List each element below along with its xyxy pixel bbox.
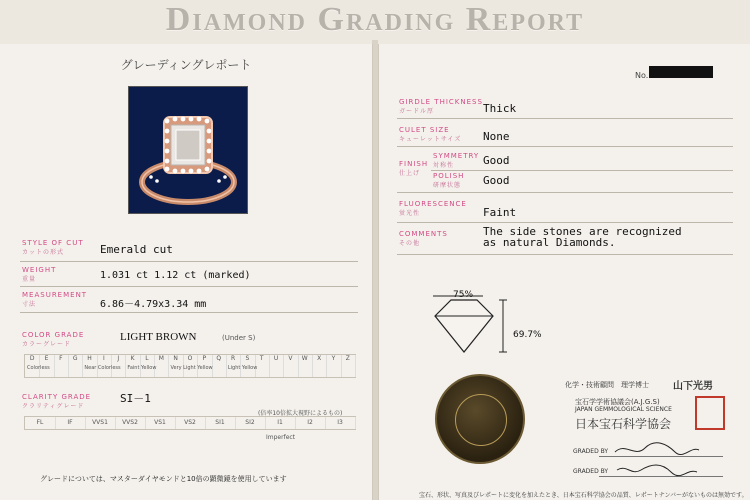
ring-photo [128,86,248,214]
finish-label [399,160,428,178]
lab-name-jp: 日本宝石科学協会 [575,417,672,431]
color-scale-cell: R [226,355,241,377]
divider [20,286,358,287]
weight-value: 1.031 ct 1.12 ct (marked) [100,270,251,281]
measurement-label [22,291,87,308]
color-scale-cell: W [298,355,313,377]
polish-value: Good [483,174,510,187]
comments-label-en: COMMENTS [399,230,448,238]
color-scale-cell: Z [341,355,356,377]
left-footer-note: グレードについては、マスターダイヤモンドと10倍の顕微鏡を使用しています [40,475,287,483]
style-of-cut-label [22,239,84,256]
culet-label-jp: キューレットサイズ [399,136,462,143]
divider [397,192,733,193]
color-grade-label [22,331,84,348]
color-grade-note: (Under S) [222,334,256,342]
style-of-cut-label-en: STYLE OF CUT [22,239,84,247]
color-scale-cell: M [154,355,169,377]
fluorescence-label [399,200,467,218]
report-subtitle: グレーディングレポート [120,58,252,72]
measurement-value: 6.86－4.79x3.34 mm [100,299,207,310]
color-scale-band-label: Light Yellow [227,365,258,371]
divider [431,170,733,171]
culet-value: None [483,130,510,143]
right-footer-note: 宝石、形状、写真及びレポートに変化を加えたとき、日本宝石科学協会の品質、レポートナンバーがないものは無効です。 [419,492,748,499]
color-scale-cell: Q [212,355,227,377]
color-scale-cell: X [312,355,327,377]
clarity-scale-cell: I1 [265,417,296,429]
color-scale-cell: I [97,355,112,377]
report-title: Diamond Grading Report [165,1,585,38]
color-scale-cell: L [140,355,155,377]
weight-label-jp: 重量 [22,276,37,283]
clarity-bottom-label: Imperfect [266,434,296,441]
clarity-scale-cell: VS1 [145,417,176,429]
divider [397,146,733,147]
finish-label-en: FINISH [399,160,429,168]
color-scale-cell: P [197,355,212,377]
signature-2 [611,460,701,478]
left-page [0,44,373,500]
clarity-scale [24,416,356,430]
color-scale-cell: T [255,355,270,377]
measurement-label-en: MEASUREMENT [22,291,88,299]
diamond-outline [435,300,493,352]
color-scale-cell: O [183,355,198,377]
clarity-grade-label-en: CLARITY GRADE [22,393,92,401]
clarity-grade-label [22,393,91,410]
polish-label [433,172,464,190]
depth-percentage: 69.7% [513,330,542,340]
color-scale-cell: S [240,355,255,377]
report-header [0,0,750,40]
clarity-scale-cell: VVS1 [85,417,116,429]
comments-label-jp: その他 [399,240,421,247]
divider [20,261,358,262]
clarity-scale-cell: VVS2 [115,417,146,429]
official-red-stamp [695,396,725,430]
finish-label-jp: 仕上げ [399,170,421,177]
clarity-scale-cell: IF [55,417,86,429]
style-of-cut-label-jp: カットの形式 [22,249,64,256]
divider [397,222,733,223]
symmetry-value: Good [483,154,510,167]
color-grade-value: LIGHT BROWN [120,331,197,343]
color-scale-cell: Y [326,355,341,377]
culet-label [399,126,461,144]
clarity-scale-cell: I3 [325,417,356,429]
clarity-scale-cell: VS2 [175,417,206,429]
girdle-label-jp: ガードル厚 [399,108,435,115]
symmetry-label-en: SYMMETRY [433,152,480,160]
divider [397,118,733,119]
color-scale-cell: G [68,355,83,377]
polish-label-en: POLISH [433,172,465,180]
association-jp: 宝石学学術協議会(A.J.G.S) [575,398,660,406]
color-scale-cell: J [111,355,126,377]
fluorescence-label-en: FLUORESCENCE [399,200,467,208]
issuer-title: 化学・技術顧問 理学博士 [565,381,649,389]
polish-label-jp: 研摩状態 [433,182,462,189]
color-scale-cell: H [82,355,97,377]
color-scale-band-label: Near Colorless [84,365,121,371]
color-scale-band-label: Faint Yellow [127,365,157,371]
clarity-note: (倍率10倍拡大視野によるもの) [258,410,343,417]
color-scale-cell: V [283,355,298,377]
diamond-profile-diagram [419,282,569,362]
color-scale-cell: E [39,355,54,377]
girdle-label [399,98,483,116]
right-page [378,44,750,500]
measurement-label-jp: 寸法 [22,301,37,308]
issuer-name: 山下光男 [673,381,713,392]
color-scale-cell: U [269,355,284,377]
report-number-label: No. [635,71,649,80]
girdle-label-en: GIRDLE THICKNESS [399,98,483,106]
color-grade-label-jp: カラーグレード [22,341,72,348]
comments-value: The side stones are recognized as natural Diamonds. [483,225,682,249]
clarity-grade-label-jp: クラリティグレード [22,403,85,410]
color-scale-cell: D [25,355,40,377]
symmetry-label-jp: 対称性 [433,162,455,169]
color-scale-cell: N [168,355,183,377]
fluorescence-label-jp: 蛍光性 [399,210,421,217]
association-en: JAPAN GEMMOLOGICAL SCIENCE [575,406,672,413]
signature-1 [611,440,701,458]
color-scale [24,354,356,378]
color-scale-cell: K [125,355,140,377]
fluorescence-value: Faint [483,206,517,219]
seal-inner-ring [455,394,507,446]
color-grade-label-en: COLOR GRADE [22,331,85,339]
report-number-redacted [649,66,713,78]
comments-label [399,230,448,248]
color-scale-band-label: Colorless [27,365,50,371]
culet-label-en: CULET SIZE [399,126,450,134]
clarity-scale-cell: SI2 [235,417,266,429]
clarity-scale-cell: I2 [295,417,326,429]
divider [397,254,733,255]
divider [20,312,358,313]
girdle-value: Thick [483,102,517,115]
weight-label [22,266,56,283]
color-scale-cell: F [54,355,69,377]
certificate-seal [435,374,525,464]
graded-by-label-2: GRADED BY [573,468,609,475]
clarity-scale-cell: SI1 [205,417,236,429]
symmetry-label [433,152,479,170]
weight-label-en: WEIGHT [22,266,57,274]
ring-image [129,87,247,213]
table-percentage: 75% [453,290,474,300]
style-of-cut-value: Emerald cut [100,243,173,256]
graded-by-label-1: GRADED BY [573,448,609,455]
clarity-grade-value: SI－1 [120,392,151,405]
clarity-scale-cell: FL [25,417,56,429]
color-scale-band-label: Very Light Yellow [170,365,213,371]
